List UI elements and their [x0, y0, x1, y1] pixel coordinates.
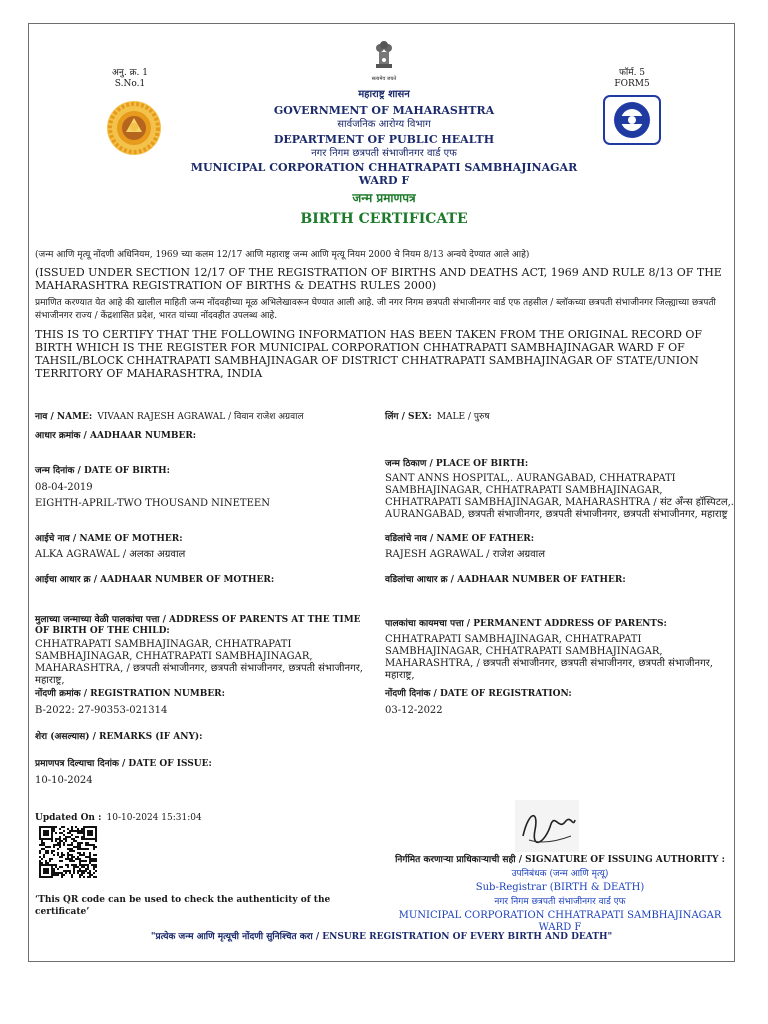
name-label: नाव / NAME: — [35, 412, 93, 422]
mother-block — [35, 534, 375, 561]
issue-date-block — [35, 759, 375, 787]
permanent-address-value: CHHATRAPATI SAMBHAJINAGAR, CHHATRAPATI SAMBHAJINAGAR, CHHATRAPATI SAMBHAJINAGAR, MAHARASHTRA, / छत्रपती संभाजीनगर, छत्रपती संभाजीनगर, छत्रपती संभाजीनगर, महाराष्ट्र, — [385, 634, 713, 681]
mother-aadhaar-label: आईचा आधार क्र / AADHAAR NUMBER OF MOTHER: — [35, 575, 275, 585]
sex-value: MALE / पुरुष — [436, 412, 490, 422]
registration-number-value: B-2022: 27-90353-021314 — [35, 705, 168, 716]
form-number: FORM5 — [614, 79, 650, 89]
father-block — [385, 534, 725, 561]
certificate-title-marathi: जन्म प्रमाणपत्र — [352, 191, 416, 205]
certify-statement: THIS IS TO CERTIFY THAT THE FOLLOWING INFORMATION HAS BEEN TAKEN FROM THE ORIGINAL RECORD OF BIRTH WHICH IS THE REGISTER FOR MUNICIPAL CORPORATION CHHATRAPATI SAMBHAJINAGAR WARD F OF TAHSIL/BLOCK CHHATRAPATI SAMBHAJINAGAR OF DISTRICT CHHATRAPATI SAMBHAJINAGAR OF STATE/UNION TERRITORY OF MAHARASHTRA, INDIA — [35, 328, 703, 380]
designation: Sub-Registrar (BIRTH & DEATH) — [475, 882, 645, 893]
dob-words: EIGHTH-APRIL-TWO THOUSAND NINETEEN — [35, 498, 270, 509]
father-label: वडिलांचे नाव / NAME OF FATHER: — [385, 534, 535, 544]
qr-note: ‘This QR code can be used to check the authenticity of the certificate’ — [35, 895, 331, 917]
preamble — [35, 250, 725, 380]
corp-title: MUNICIPAL CORPORATION CHHATRAPATI SAMBHAJINAGAR — [190, 161, 578, 174]
address-at-birth-value: CHHATRAPATI SAMBHAJINAGAR, CHHATRAPATI SAMBHAJINAGAR, CHHATRAPATI SAMBHAJINAGAR, MAHARASHTRA, / छत्रपती संभाजीनगर, छत्रपती संभाजीनगर, छत्रपती संभाजीनगर, महाराष्ट्र, — [35, 639, 363, 686]
dob-label: जन्म दिनांक / DATE OF BIRTH: — [35, 466, 170, 476]
permanent-address-block — [385, 619, 735, 682]
father-value: RAJESH AGRAWAL / राजेश अग्रवाल — [385, 549, 546, 560]
pob-value: SANT ANNS HOSPITAL,. AURANGABAD, CHHATRAPATI SAMBHAJINAGAR, CHHATRAPATI SAMBHAJINAGAR, CHHATRAPATI SAMBHAJINAGAR, MAHARASHTRA / संट अँन्स हॉस्पिटल,. AURANGABAD, छत्रपती संभाजीनगर, छत्रपती संभाजीनगर, छत्रपती संभाजीनगर, महाराष्ट्र — [385, 473, 734, 520]
registration-number-label: नोंदणी क्रमांक / REGISTRATION NUMBER: — [35, 689, 225, 699]
maharashtra-seal-icon — [106, 100, 162, 156]
emblem-motto: सत्यमेव जयते — [371, 76, 397, 82]
national-emblem-icon — [362, 38, 406, 82]
issue-date-value: 10-10-2024 — [35, 775, 93, 786]
updated-on-row — [35, 805, 202, 824]
name-value: VIVAAN RAJESH AGRAWAL / विवान राजेश अग्रवाल — [97, 412, 304, 422]
issue-date-label: प्रमाणपत्र दिल्याचा दिनांक / DATE OF ISSUE: — [35, 759, 212, 769]
dob-value: 08-04-2019 — [35, 482, 93, 493]
certificate-title: BIRTH CERTIFICATE — [300, 211, 468, 227]
form-number-block — [602, 68, 662, 90]
header-titles — [184, 89, 584, 228]
qr-code-icon — [39, 826, 97, 878]
dept-marathi: सार्वजनिक आरोग्य विभाग — [337, 119, 431, 130]
address-at-birth-label: मुलाच्या जन्माच्या वेळी पालकांचा पत्ता / ADDRESS OF PARENTS AT THE TIME OF BIRTH OF THE CHILD: — [35, 615, 361, 636]
govt-title: GOVERNMENT OF MAHARASHTRA — [273, 104, 495, 117]
signature-block — [385, 855, 735, 934]
signature-icon — [515, 800, 579, 852]
signature-label: निर्गमित करणाऱ्या प्राधिकाऱ्याची सही / SIGNATURE OF ISSUING AUTHORITY : — [395, 855, 725, 865]
certify-statement-marathi: प्रमाणित करण्यात येत आहे की खालील माहिती जन्म नोंदवहीच्या मूळ अभिलेखावरून घेण्यात आली आहे. जी नगर निगम छत्रपती संभाजीनगर वार्ड एफ तहसील / ब्लॉकच्या छत्रपती संभाजीनगर जिल्ह्याच्या छत्रपती संभाजीनगर राज्य / केंद्रशासित प्रदेश, भारत यांच्या नोंदवहीत उपलब्ध आहे. — [35, 298, 716, 321]
serial-number-marathi: अनु. क्र. 1 — [112, 68, 148, 78]
crs-logo-icon — [603, 95, 661, 145]
permanent-address-label: पालकांचा कायमचा पत्ता / PERMANENT ADDRESS OF PARENTS: — [385, 619, 667, 629]
registration-date-label: नोंदणी दिनांक / DATE OF REGISTRATION: — [385, 689, 572, 699]
updated-on-value: 10-10-2024 15:31:04 — [106, 813, 202, 823]
registration-number-block — [35, 689, 375, 717]
serial-number-block — [100, 68, 160, 90]
sex-label: लिंग / SEX: — [385, 412, 432, 422]
address-at-birth-block — [35, 615, 375, 687]
form-number-marathi: फॉर्म. 5 — [618, 68, 646, 78]
name-row — [35, 404, 375, 423]
aadhaar-label: आधार क्रमांक / AADHAAR NUMBER: — [35, 431, 197, 441]
mother-label: आईचे नाव / NAME OF MOTHER: — [35, 534, 183, 544]
dept-title: DEPARTMENT OF PUBLIC HEALTH — [273, 133, 495, 146]
remarks-label: शेरा (असल्यास) / REMARKS (IF ANY): — [35, 732, 203, 742]
govt-marathi: महाराष्ट्र शासन — [358, 89, 410, 100]
registration-date-block — [385, 689, 725, 717]
issuing-corp: MUNICIPAL CORPORATION CHHATRAPATI SAMBHAJINAGAR WARD F — [398, 910, 722, 933]
pob-label: जन्म ठिकाण / PLACE OF BIRTH: — [385, 459, 529, 469]
registration-slogan: "प्रत्येक जन्म आणि मृत्यूची नोंदणी सुनिश्चित करा / ENSURE REGISTRATION OF EVERY BIRTH AND DEATH" — [150, 932, 613, 942]
issuing-corp-marathi: नगर निगम छत्रपती संभाजीनगर वार्ड एफ — [494, 897, 626, 907]
pob-block — [385, 459, 735, 521]
serial-number: S.No.1 — [114, 79, 146, 89]
updated-on-label: Updated On : — [35, 813, 102, 823]
dob-block — [35, 466, 375, 510]
registration-date-value: 03-12-2022 — [385, 705, 443, 716]
issued-under: (ISSUED UNDER SECTION 12/17 OF THE REGISTRATION OF BIRTHS AND DEATHS ACT, 1969 AND RULE 8/13 OF THE MAHARASHTRA REGISTRATION OF BIRTHS & DEATHS RULES 2000) — [35, 266, 722, 292]
father-aadhaar-label: वडिलांचा आधार क्र / AADHAAR NUMBER OF FATHER: — [385, 575, 626, 585]
designation-marathi: उपनिबंधक (जन्म आणि मृत्यू) — [511, 869, 609, 879]
corp-marathi: नगर निगम छत्रपती संभाजीनगर वार्ड एफ — [311, 148, 457, 159]
mother-value: ALKA AGRAWAL / अलका अग्रवाल — [35, 549, 186, 560]
sex-row — [385, 404, 725, 423]
ward-title: WARD F — [358, 174, 410, 187]
issued-under-marathi: (जन्म आणि मृत्यू नोंदणी अधिनियम, 1969 च्या कलम 12/17 आणि महाराष्ट्र जन्म आणि मृत्यू नियम 2000 चे नियम 8/13 अन्वये देण्यात आले आहे) — [35, 250, 530, 260]
